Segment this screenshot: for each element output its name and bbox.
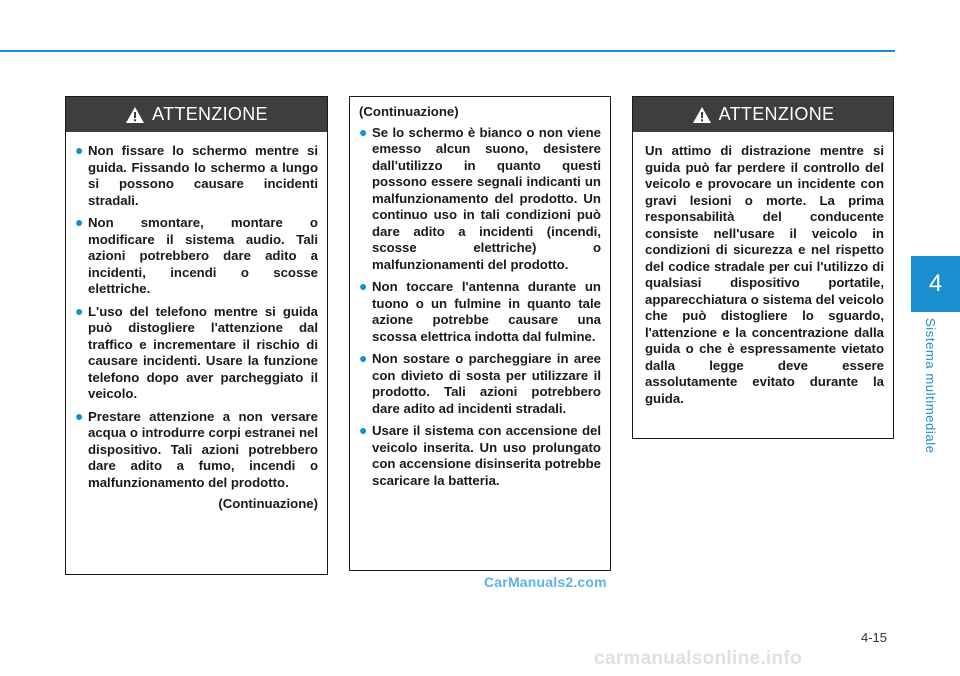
chapter-number: 4 [928, 270, 943, 297]
warning-heading-text: ATTENZIONE [718, 104, 835, 124]
warning-paragraph: Un attimo di distrazione mentre si guida può far perdere il controllo del veicolo e provocare un incidente con gravi lesioni o morte. La prima responsabilità del conducente consiste nell'usare il veicolo in condizioni di sicurezza e nel rispetto del codice stradale per cui l'utilizzo di qualsiasi dispositivo portatile, apparecchiatura o sistema del veicolo che può distogliere lo sguardo, l'attenzione e la concentrazione dalla guida o che è espressamente vietato dalla legge deve essere assolutamente evitato durante la guida. [645, 143, 884, 406]
list-item: ● L'uso del telefono mentre si guida può distogliere l'attenzione dal traffico e incrementare il rischio di causare incidenti. Usare la funzione telefono dopo aver parcheggiato il veicolo. [75, 302, 318, 401]
warning-triangle-icon [692, 106, 712, 124]
bullet-icon: ● [359, 123, 368, 140]
list-item: ● Prestare attenzione a non versare acqua o introdurre corpi estranei nel dispositivo. Tali azioni potrebbero dare adito a fumo, incendi o malfunzionamento del prodotto. [75, 407, 318, 490]
chapter-label: Sistema multimediale [923, 318, 938, 454]
warning-box-1 [65, 96, 328, 575]
warning-heading [633, 97, 893, 132]
bullet-icon: ● [359, 278, 368, 294]
page-number: 4-15 [861, 630, 888, 645]
continued-note: (Continuazione) [359, 104, 459, 119]
warning-heading-text: ATTENZIONE [152, 104, 268, 124]
list-item: ● Se lo schermo è bianco o non viene emesso alcun suono, desistere dall'utilizzo in quanto questi possono essere segnali indicanti un malfunzionamento del prodotto. Un continuo uso in tali condizioni può dare adito a incidenti (incendi, scosse elettriche) o malfunzionamenti del prodotto. [359, 123, 601, 272]
top-rule [0, 50, 895, 52]
bullet-icon: ● [359, 350, 368, 366]
watermark-logo[interactable]: CarManuals2.com [484, 574, 607, 590]
bullet-icon: ● [75, 407, 84, 424]
warning-heading [66, 97, 327, 132]
chapter-tab [911, 256, 960, 312]
list-item: ● Non fissare lo schermo mentre si guida. Fissando lo schermo a lungo si possono causare incidenti stradali. [75, 142, 318, 208]
bullet-icon: ● [75, 214, 84, 230]
list-item: ● Non smontare, montare o modificare il sistema audio. Tali azioni potrebbero dare adito a incidenti, incendi o scosse elettriche. [75, 214, 318, 296]
bullet-icon: ● [359, 422, 368, 438]
continuation-note: (Continuazione) [218, 496, 318, 511]
warning-box-2 [349, 96, 611, 571]
list-item: ● Usare il sistema con accensione del veicolo inserita. Un uso prolungato con accensione disinserita potrebbe scaricare la batteria. [359, 422, 601, 488]
warning-box-3 [632, 96, 894, 439]
list-item: ● Non toccare l'antenna durante un tuono o un fulmine in quanto tale azione potrebbe causare una scossa elettrica indotta dal fulmine. [359, 278, 601, 344]
warning-triangle-icon [125, 106, 145, 124]
bullet-icon: ● [75, 142, 84, 158]
watermark-footer: carmanualsonline.info [594, 648, 802, 669]
bullet-icon: ● [75, 302, 84, 319]
list-item: ● Non sostare o parcheggiare in aree con divieto di sosta per utilizzare il prodotto. Tali azioni potrebbero dare adito ad incidenti stradali. [359, 350, 601, 416]
